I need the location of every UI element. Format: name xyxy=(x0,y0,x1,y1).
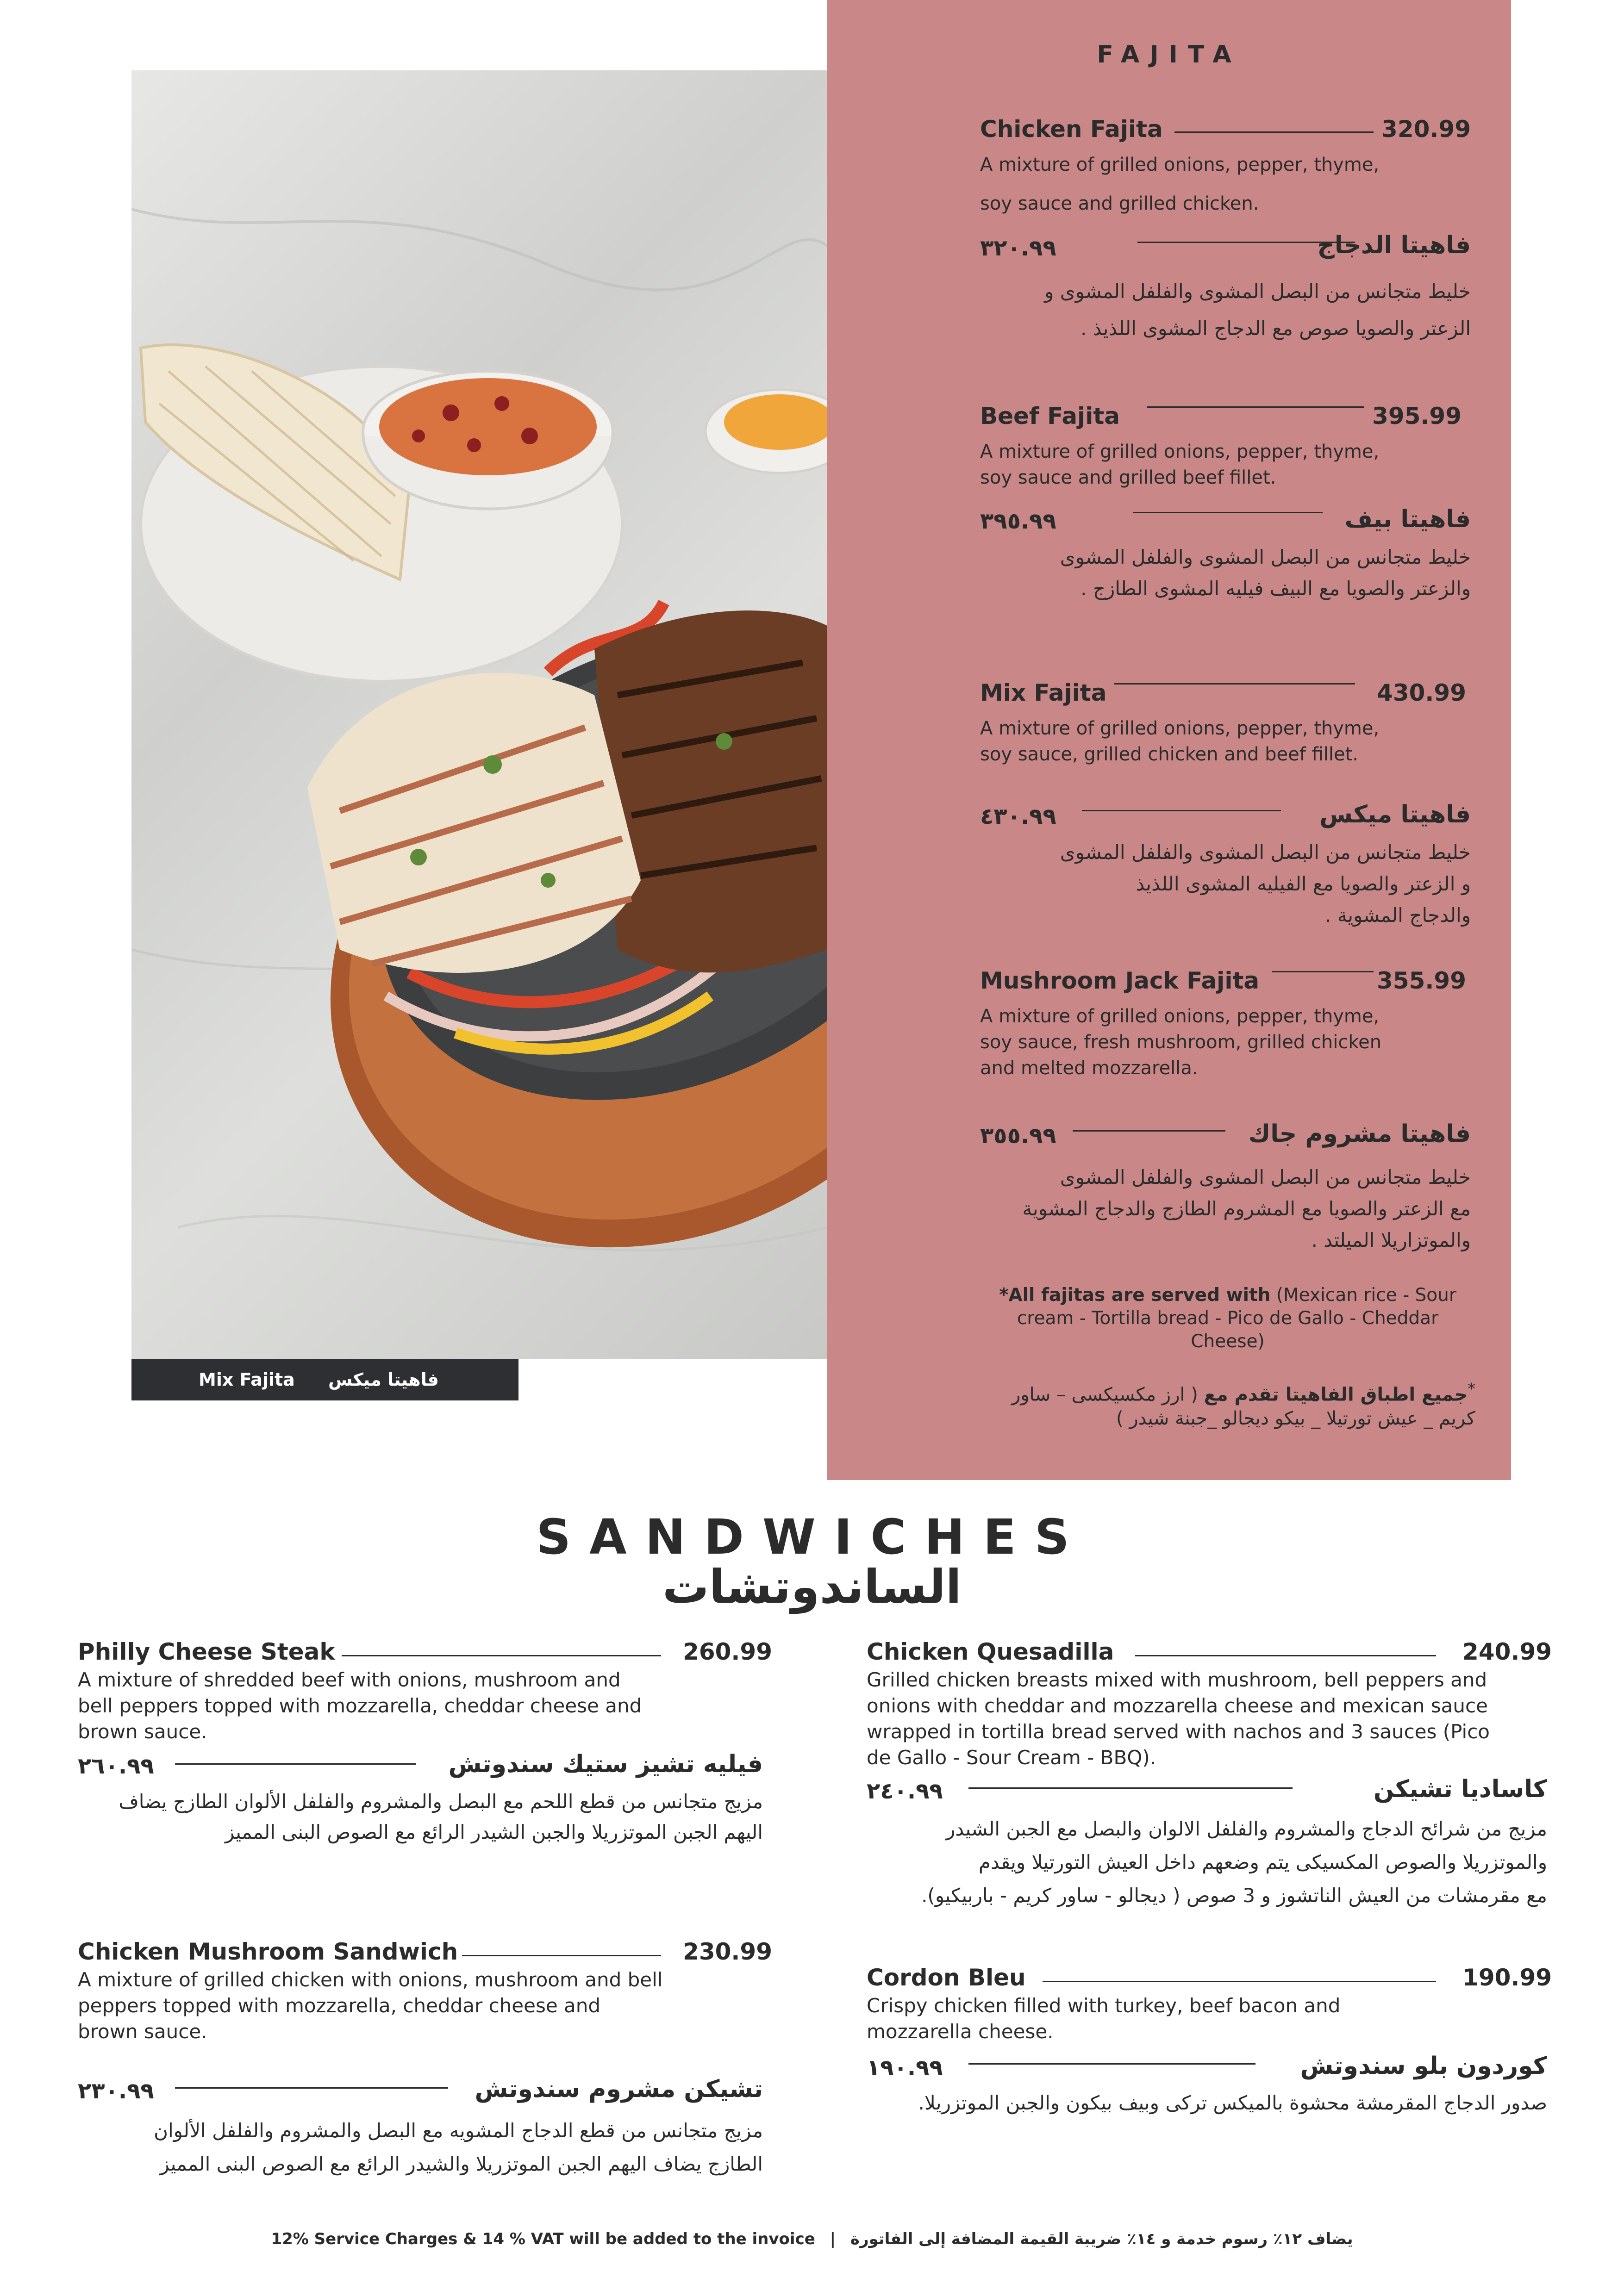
item-leader-line xyxy=(1043,1981,1436,1982)
item-description xyxy=(980,716,1480,767)
item-price-ar: ٢٣٠.٩٩ xyxy=(78,2078,154,2104)
item-price: 395.99 xyxy=(1372,403,1462,429)
item-description-ar xyxy=(980,1162,1471,1256)
item-price: 190.99 xyxy=(1462,1964,1552,1991)
item-name-ar: كاساديا تشيكن xyxy=(1374,1775,1547,1803)
served-note-rest: (Mexican rice - Sour cream - Tortilla bread - Pico de Gallo - Cheddar Cheese) xyxy=(1017,1285,1456,1352)
food-photo xyxy=(131,70,827,1359)
item-description-ar xyxy=(980,837,1471,931)
desc-line: Grilled chicken breasts mixed with mushroom, bell peppers and xyxy=(867,1668,1487,1691)
item-leader-line-ar xyxy=(175,2087,448,2089)
caption-en: Mix Fajita xyxy=(199,1369,295,1390)
item-price-ar: ٢٤٠.٩٩ xyxy=(867,1778,943,1804)
desc-line-ar: والموتزريلا والصوص المكسيكى يتم وضعهم داخل العيش التورتيلا ويقدم xyxy=(978,1851,1547,1873)
item-leader-line-ar xyxy=(1073,1130,1225,1132)
fajita-served-note-ar xyxy=(980,1377,1475,1431)
desc-line: bell peppers topped with mozzarella, cheddar cheese and xyxy=(78,1694,642,1717)
item-description xyxy=(980,152,1480,217)
item-leader-line-ar xyxy=(1082,810,1281,811)
desc-line-ar: اليهم الجبن الموتزريلا والجبن الشيدر الرائع مع الصوص البنى المميز xyxy=(225,1821,763,1843)
item-name: Beef Fajita xyxy=(980,403,1120,429)
desc-line: Crispy chicken filled with turkey, beef bacon and xyxy=(867,1994,1341,2017)
desc-line-ar: مع مقرمشات من العيش الناتشوز و 3 صوص ( ديجالو - ساور كريم - باربيكيو). xyxy=(921,1884,1547,1907)
item-name: Cordon Bleu xyxy=(867,1964,1026,1991)
item-price: 240.99 xyxy=(1462,1638,1552,1665)
item-leader-line-ar xyxy=(968,2063,1255,2065)
fajita-title: FAJITA xyxy=(1097,41,1242,68)
desc-line: A mixture of grilled onions, pepper, thyme, xyxy=(980,1006,1380,1027)
item-name: Chicken Quesadilla xyxy=(867,1638,1114,1665)
desc-line: peppers topped with mozzarella, cheddar cheese and xyxy=(78,1994,601,2017)
desc-line: brown sauce. xyxy=(78,2020,207,2043)
desc-line: A mixture of grilled onions, pepper, thyme, xyxy=(980,718,1380,739)
caption-ar: فاهيتا ميكس xyxy=(328,1369,439,1390)
item-description xyxy=(867,1667,1556,1771)
desc-line-ar: خليط متجانس من البصل المشوى والفلفل المشوى xyxy=(1060,546,1471,568)
item-leader-line xyxy=(1135,1655,1436,1656)
desc-line-ar: و الزعتر والصويا مع الفيليه المشوى اللذيذ xyxy=(1136,872,1471,895)
item-name: Philly Cheese Steak xyxy=(78,1638,335,1665)
desc-line-ar: خليط متجانس من البصل المشوى والفلفل المشوى xyxy=(1060,841,1471,864)
item-price: 230.99 xyxy=(683,1938,772,1965)
served-note-ar-star: * xyxy=(1468,1380,1475,1398)
desc-line: A mixture of grilled chicken with onions, mushroom and bell xyxy=(78,1968,663,1991)
desc-line: soy sauce, fresh mushroom, grilled chicken xyxy=(980,1032,1382,1053)
item-description-ar xyxy=(862,1812,1547,1912)
item-description xyxy=(78,1667,781,1745)
item-description xyxy=(867,1993,1570,2045)
desc-line: mozzarella cheese. xyxy=(867,2020,1054,2043)
item-price: 260.99 xyxy=(683,1638,772,1665)
desc-line-ar: خليط متجانس من البصل المشوى والفلفل المشوى xyxy=(1060,1166,1471,1188)
item-price-ar: ٣٥٥.٩٩ xyxy=(980,1123,1056,1149)
item-name-ar: فاهيتا مشروم جاك xyxy=(1248,1120,1471,1148)
item-price-ar: ٢٦٠.٩٩ xyxy=(78,1753,154,1779)
footer-separator: | xyxy=(830,2230,836,2248)
item-name-ar: كوردون بلو سندوتش xyxy=(1300,2052,1547,2080)
item-price-ar: ١٩٠.٩٩ xyxy=(867,2055,943,2081)
item-price-ar: ٤٣٠.٩٩ xyxy=(980,803,1056,829)
desc-line: brown sauce. xyxy=(78,1720,207,1743)
item-description xyxy=(78,1967,781,2045)
item-description-ar xyxy=(862,2087,1547,2119)
item-leader-line xyxy=(1272,971,1374,972)
sandwiches-title: SANDWICHES xyxy=(536,1509,1088,1565)
desc-line-ar: والزعتر والصويا مع البيف فيليه المشوى الطازج . xyxy=(1081,577,1471,600)
item-leader-line-ar xyxy=(1133,512,1323,513)
desc-line-ar: مع الزعتر والصويا مع المشروم الطازج والدجاج المشوية xyxy=(1022,1197,1471,1220)
item-name: Chicken Mushroom Sandwich xyxy=(78,1938,458,1965)
fajita-served-note xyxy=(980,1284,1475,1353)
item-name-ar: فاهيتا الدجاج xyxy=(1317,231,1471,259)
item-name: Mushroom Jack Fajita xyxy=(980,967,1260,994)
footer-en: 12% Service Charges & 14 % VAT will be added to the invoice xyxy=(271,2230,815,2248)
fajita-illustration xyxy=(131,70,827,1359)
item-name-ar: فاهيتا بيف xyxy=(1344,505,1471,533)
served-note-bold: *All fajitas are served with xyxy=(999,1285,1271,1306)
footer-note xyxy=(0,2230,1624,2248)
item-leader-line xyxy=(1147,406,1364,408)
item-name: Mix Fajita xyxy=(980,679,1107,706)
item-leader-line-ar xyxy=(175,1763,416,1765)
sandwiches-title-ar: الساندوتشات xyxy=(662,1560,962,1614)
item-price-ar: ٣٢٠.٩٩ xyxy=(980,235,1056,261)
item-leader-line-ar xyxy=(968,1787,1293,1789)
item-leader-line xyxy=(462,1955,661,1956)
desc-line-ar: صدور الدجاج المقرمشة محشوة بالميكس تركى وبيف بيكون والجبن الموتزريلا. xyxy=(918,2091,1547,2114)
item-description-ar xyxy=(69,1786,763,1848)
desc-line-ar: مزيج متجانس من قطع الدجاج المشويه مع البصل والمشروم والفلفل الألوان xyxy=(154,2119,763,2142)
item-leader-line xyxy=(1174,131,1374,133)
item-description xyxy=(980,439,1480,491)
footer-ar: يضاف ١٢٪ رسوم خدمة و ١٤٪ ضريبة القيمة المضافة إلى الفاتورة xyxy=(850,2230,1353,2248)
desc-line-ar: الطازج يضاف اليهم الجبن الموتزريلا والشيدر الرائع مع الصوص البنى المميز xyxy=(160,2153,763,2175)
item-name-ar: فيليه تشيز ستيك سندوتش xyxy=(448,1750,763,1778)
item-description xyxy=(980,1003,1480,1081)
served-note-ar-rest: ( ارز مكسيكسى – ساور كريم _ عيش تورتيلا _ بيكو ديجالو _جبنة شيدر ) xyxy=(1011,1384,1475,1430)
desc-line: soy sauce and grilled beef fillet. xyxy=(980,467,1276,488)
item-leader-line xyxy=(342,1655,661,1656)
item-price: 430.99 xyxy=(1377,679,1466,706)
desc-line: A mixture of shredded beef with onions, mushroom and xyxy=(78,1668,621,1691)
desc-line: and melted mozzarella. xyxy=(980,1058,1198,1079)
item-description-ar xyxy=(980,541,1471,604)
item-price: 320.99 xyxy=(1381,116,1471,143)
desc-line: onions with cheddar and mozzarella cheese and mexican sauce xyxy=(867,1694,1488,1717)
desc-line: de Gallo - Sour Cream - BBQ). xyxy=(867,1746,1156,1769)
item-name-ar: تشيكن مشروم سندوتش xyxy=(475,2075,763,2103)
desc-line-ar: مزيج متجانس من قطع اللحم مع البصل والمشروم والفلفل الألوان الطازج يضاف xyxy=(119,1790,763,1813)
desc-line: soy sauce and grilled chicken. xyxy=(980,193,1259,214)
item-name: Chicken Fajita xyxy=(980,116,1163,143)
desc-line-ar: والدجاج المشوية . xyxy=(1325,904,1471,927)
item-name-ar: فاهيتا ميكس xyxy=(1319,801,1471,828)
desc-line: wrapped in tortilla bread served with nachos and 3 sauces (Pico xyxy=(867,1720,1490,1743)
photo-caption xyxy=(131,1359,518,1400)
desc-line: A mixture of grilled onions, pepper, thyme, xyxy=(980,154,1380,175)
desc-line-ar: والموتزاريلا الميلتد . xyxy=(1311,1229,1471,1251)
desc-line: A mixture of grilled onions, pepper, thyme, xyxy=(980,441,1380,462)
desc-line-ar: الزعتر والصويا صوص مع الدجاج المشوى اللذيذ . xyxy=(1080,317,1471,340)
served-note-ar-bold: جميع اطباق الفاهيتا تقدم مع xyxy=(1204,1384,1468,1406)
item-price-ar: ٣٩٥.٩٩ xyxy=(980,508,1056,534)
item-description-ar xyxy=(69,2114,763,2181)
item-description-ar xyxy=(980,273,1471,347)
item-price: 355.99 xyxy=(1377,967,1466,994)
item-leader-line xyxy=(1114,683,1355,684)
desc-line-ar: خليط متجانس من البصل المشوى والفلفل المشوى و xyxy=(1044,280,1471,303)
desc-line-ar: مزيج من شرائح الدجاج والمشروم والفلفل الالوان والبصل مع الجبن الشيدر xyxy=(946,1817,1547,1840)
desc-line: soy sauce, grilled chicken and beef fillet. xyxy=(980,744,1358,765)
fajita-panel xyxy=(827,0,1511,1480)
